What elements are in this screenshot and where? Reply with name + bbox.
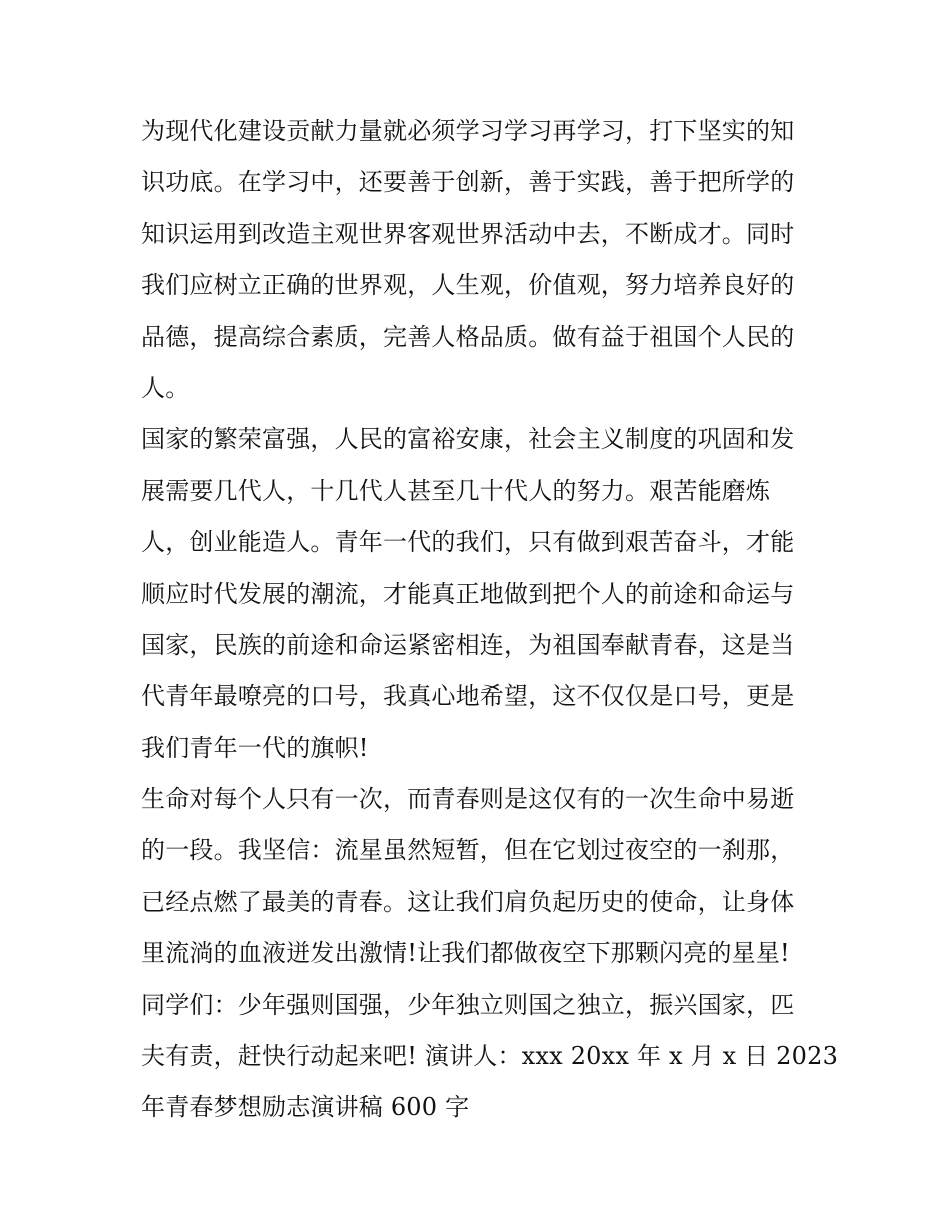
text-line: 已经点燃了最美的青春。这让我们肩负起历史的使命，让身体 — [141, 887, 795, 916]
text-line: 知识运用到改造主观世界客观世界活动中去，不断成才。同时 — [141, 219, 795, 248]
text-line: 人，创业能造人。青年一代的我们，只有做到艰苦奋斗，才能 — [141, 528, 795, 557]
text-line: 同学们：少年强则国强，少年独立则国之独立，振兴国家，匹 — [141, 990, 795, 1019]
text-line: 国家的繁荣富强，人民的富裕安康，社会主义制度的巩固和发 — [141, 425, 795, 454]
text-line: 年青春梦想励志演讲稿 600 字 — [141, 1093, 470, 1122]
text-line: 里流淌的血液迸发出激情!让我们都做夜空下那颗闪亮的星星! — [141, 939, 790, 968]
text-line: 我们应树立正确的世界观，人生观，价值观，努力培养良好的 — [141, 271, 795, 300]
document-body — [141, 106, 839, 1134]
text-line: 品德，提高综合素质，完善人格品质。做有益于祖国个人民的 — [141, 322, 795, 351]
text-line: 顺应时代发展的潮流，才能真正地做到把个人的前途和命运与 — [141, 579, 795, 608]
text-line: 夫有责，赶快行动起来吧! 演讲人：xxx 20xx 年 x 月 x 日 2023 — [141, 1042, 839, 1071]
text-line: 展需要几代人，十几代人甚至几十代人的努力。艰苦能磨炼 — [141, 476, 771, 505]
text-line: 我们青年一代的旗帜! — [141, 733, 369, 762]
text-line: 人。 — [141, 373, 190, 402]
text-line: 国家，民族的前途和命运紧密相连，为祖国奉献青春，这是当 — [141, 630, 795, 659]
text-line: 代青年最嘹亮的口号，我真心地希望，这不仅仅是口号，更是 — [141, 682, 795, 711]
text-line: 为现代化建设贡献力量就必须学习学习再学习，打下坚实的知 — [141, 117, 795, 145]
text-line: 识功底。在学习中，还要善于创新，善于实践，善于把所学的 — [141, 168, 795, 197]
text-line: 的一段。我坚信：流星虽然短暂，但在它划过夜空的一刹那， — [141, 836, 795, 865]
text-line: 生命对每个人只有一次，而青春则是这仅有的一次生命中易逝 — [141, 785, 795, 814]
